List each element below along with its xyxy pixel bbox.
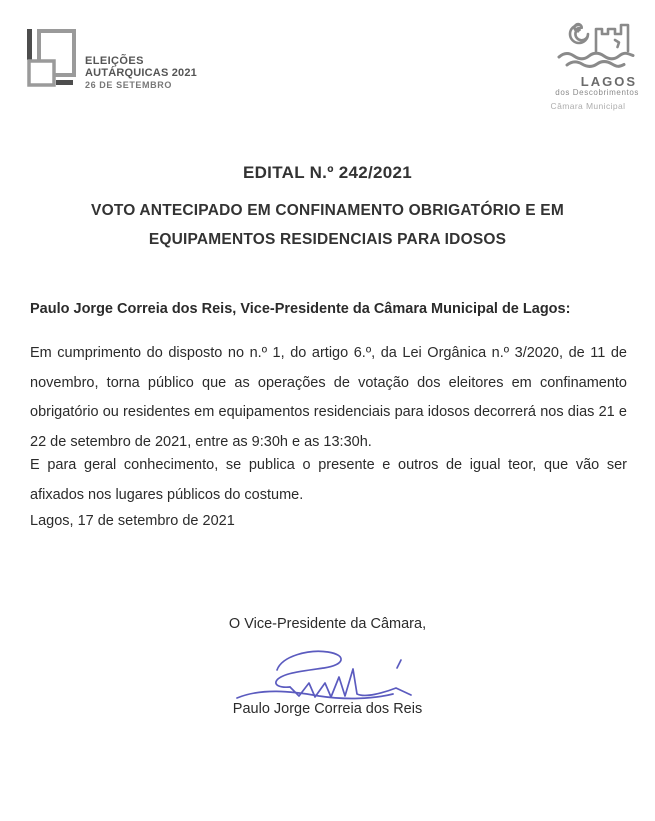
- elections-logo: [27, 28, 197, 88]
- lagos-crest-icon: [555, 20, 639, 76]
- document-subtitle: VOTO ANTECIPADO EM CONFINAMENTO OBRIGATÓRIO E EM EQUIPAMENTOS RESIDENCIAIS PARA IDOSOS: [91, 202, 564, 248]
- body-paragraph-1: Em cumprimento do disposto no n.º 1, do artigo 6.º, da Lei Orgânica n.º 3/2020, de 11 de novembro, torna público que as operações de votação dos eleitores em confinamento obrigatório ou residentes em equipamentos residenciais para idosos decorrerá nos dias 21 e 22 de setembro de 2021, entre as 9:30h e as 13:30h.: [30, 345, 627, 450]
- elections-logo-line1: ELEIÇÕES: [85, 55, 144, 68]
- signature-role-line: O Vice-Presidente da Câmara,: [228, 616, 427, 632]
- salutation-line: Paulo Jorge Correia dos Reis, Vice-Presidente da Câmara Municipal de Lagos:: [30, 301, 571, 317]
- lagos-logo-entity: Câmara Municipal: [550, 101, 626, 112]
- document-title: EDITAL N.º 242/2021: [242, 163, 413, 182]
- place-date-line: Lagos, 17 de setembro de 2021: [30, 513, 235, 529]
- signature-name-line: Paulo Jorge Correia dos Reis: [232, 701, 423, 717]
- elections-logo-text: [85, 56, 197, 90]
- elections-squares-icon: [27, 28, 77, 88]
- handwritten-signature-icon: [233, 643, 423, 703]
- lagos-municipal-logo: [517, 20, 641, 111]
- body-paragraph-2: E para geral conhecimento, se publica o presente e outros de igual teor, que vão ser afixados nos lugares públicos do costume.: [30, 457, 627, 503]
- lagos-logo-subtitle: dos Descobrimentos: [555, 88, 639, 97]
- elections-logo-line3: 26 DE SETEMBRO: [85, 79, 172, 90]
- lagos-logo-name: LAGOS: [580, 74, 637, 89]
- elections-logo-line2: AUTÁRQUICAS 2021: [85, 67, 198, 80]
